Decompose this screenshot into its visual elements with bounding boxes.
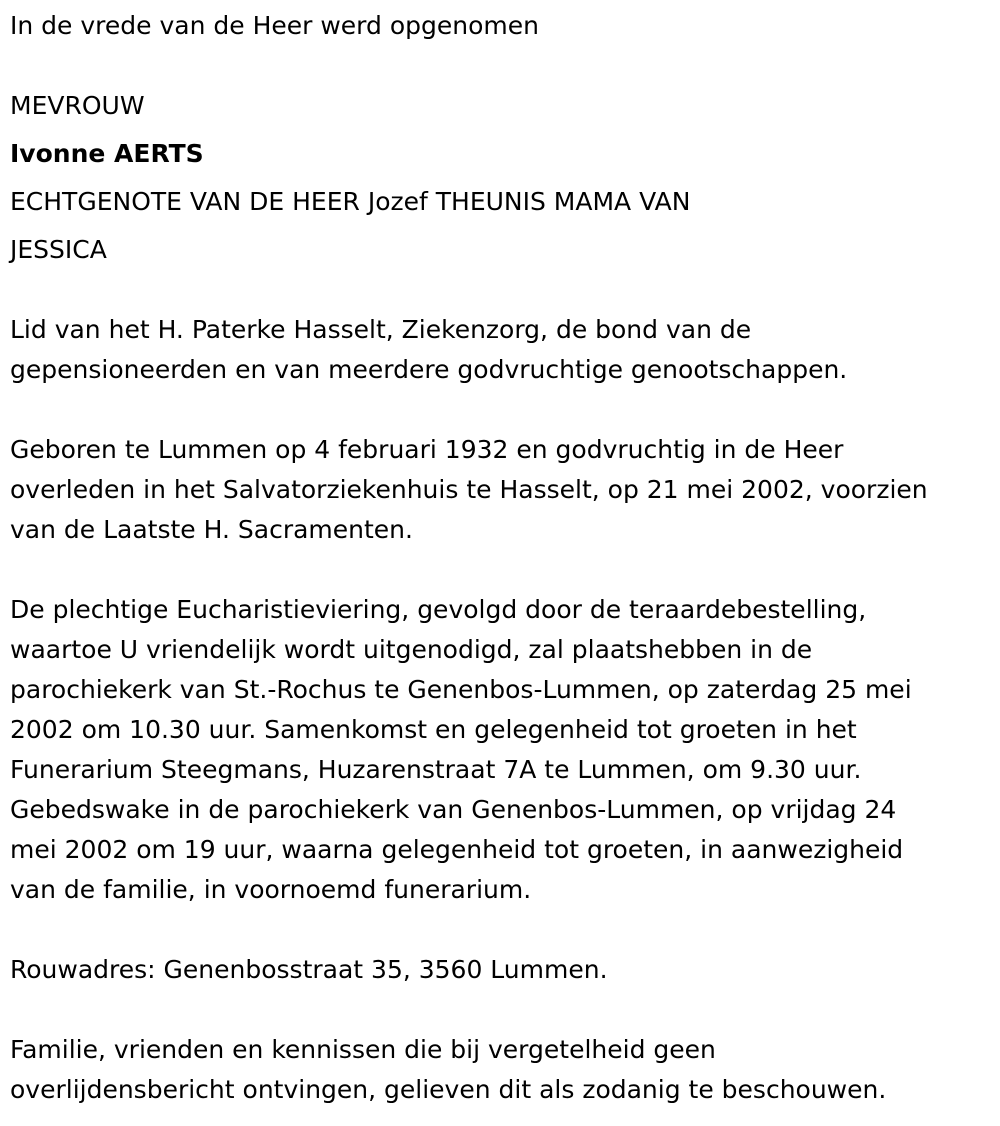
paragraph-line: gepensioneerden en van meerdere godvruchtige genootschappen. <box>10 355 848 384</box>
relation-line: ECHTGENOTE VAN DE HEER Jozef THEUNIS MAMA VAN <box>10 187 691 216</box>
paragraph-line: waartoe U vriendelijk wordt uitgenodigd, zal plaatshebben in de <box>10 635 813 664</box>
paragraph-line: Gebedswake in de parochiekerk van Genenbos-Lummen, op vrijdag 24 <box>10 795 897 824</box>
paragraph-line: 2002 om 10.30 uur. Samenkomst en gelegenheid tot groeten in het <box>10 715 857 744</box>
paragraph-line: Lid van het H. Paterke Hasselt, Ziekenzorg, de bond van de <box>10 315 752 344</box>
paragraph-line: Geboren te Lummen op 4 februari 1932 en godvruchtig in de Heer <box>10 435 844 464</box>
mourning-address: Rouwadres: Genenbosstraat 35, 3560 Lummen. <box>10 955 608 984</box>
closing-paragraph <box>10 1030 985 1110</box>
paragraph-line: overleden in het Salvatorziekenhuis te Hasselt, op 21 mei 2002, voorzien <box>10 475 928 504</box>
paragraph-line: Familie, vrienden en kennissen die bij vergetelheid geen <box>10 1035 716 1064</box>
deceased-name: Ivonne AERTS <box>10 139 204 168</box>
paragraph-line: mei 2002 om 19 uur, waarna gelegenheid tot groeten, in aanwezigheid <box>10 835 904 864</box>
salutation: MEVROUW <box>10 91 145 120</box>
birth-death-paragraph <box>10 430 985 550</box>
relation-block <box>10 182 985 270</box>
ceremony-paragraph <box>10 590 985 910</box>
paragraph-line: van de familie, in voornoemd funerarium. <box>10 875 532 904</box>
paragraph-line: parochiekerk van St.-Rochus te Genenbos-Lummen, op zaterdag 25 mei <box>10 675 912 704</box>
relation-line: JESSICA <box>10 235 107 264</box>
paragraph-line: De plechtige Eucharistieviering, gevolgd door de teraardebestelling, <box>10 595 867 624</box>
paragraph-line: overlijdensbericht ontvingen, gelieven dit als zodanig te beschouwen. <box>10 1075 887 1104</box>
intro-line: In de vrede van de Heer werd opgenomen <box>10 11 539 40</box>
address-paragraph <box>10 950 985 990</box>
death-notice <box>10 6 985 1110</box>
membership-paragraph <box>10 310 985 390</box>
paragraph-line: van de Laatste H. Sacramenten. <box>10 515 413 544</box>
paragraph-line: Funerarium Steegmans, Huzarenstraat 7A te Lummen, om 9.30 uur. <box>10 755 862 784</box>
